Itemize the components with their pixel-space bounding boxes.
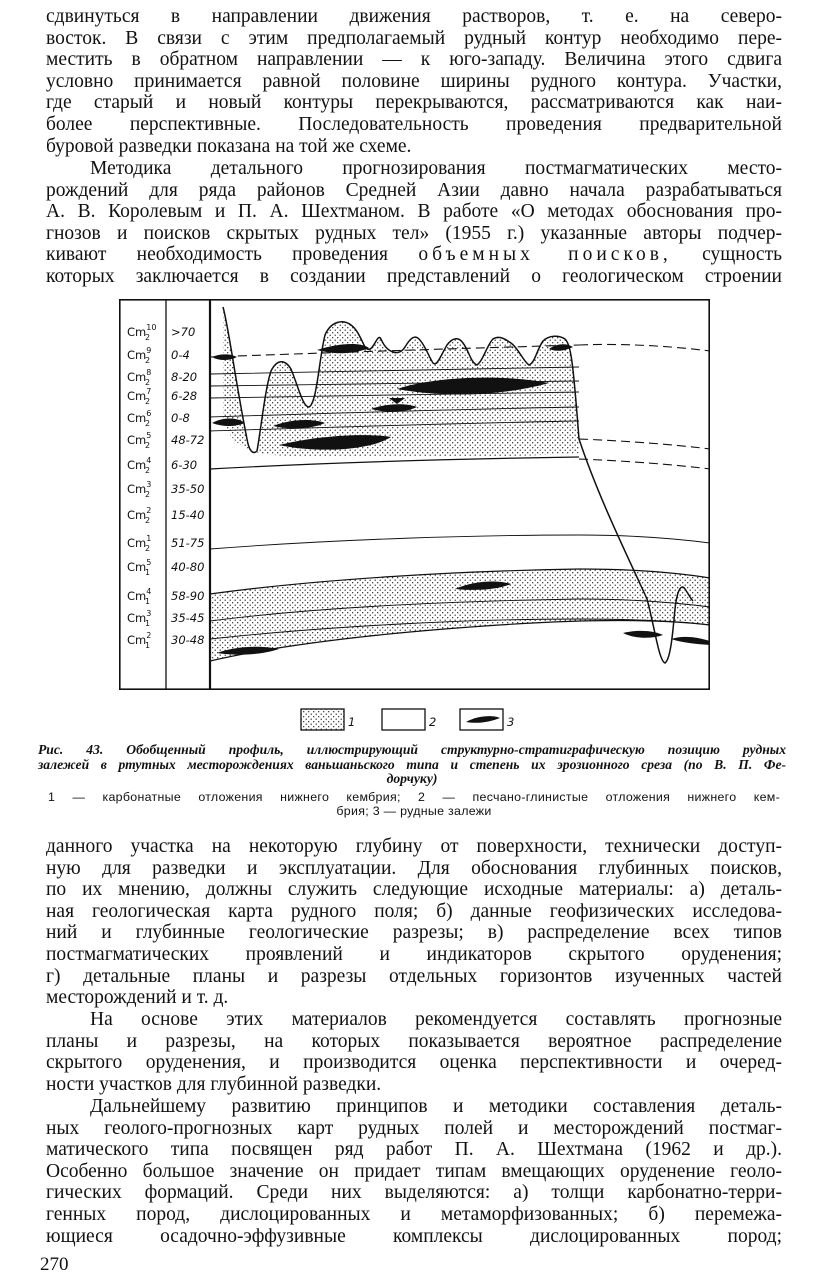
text-line: где старый и новый контуры перекрываются, рассматриваются как наи- (46, 92, 782, 114)
ore-body-icon (671, 637, 710, 645)
legend-label: 2 (429, 715, 437, 729)
stratum-thickness-label: 0-8 (171, 411, 190, 425)
text-line: данного участка на некоторую глубину от поверхности, технически доступ- (46, 836, 782, 857)
stratum-boundary (210, 457, 579, 469)
text-line: буровой разведки показана на той же схеме. (46, 135, 412, 157)
text-fragment: кивают необходимость проведения (46, 244, 389, 266)
text-line: рождений для ряда районов Средней Азии давно начала разрабатываться (46, 179, 782, 201)
stratum-boundary (579, 344, 710, 351)
text-line: г) детальные планы и разрезы отдельных горизонтов изученных частей (46, 965, 782, 987)
stratum-thickness-label: >70 (171, 325, 196, 339)
figure-legend (300, 708, 530, 732)
text-line: На основе этих материалов рекомендуется составлять прогнозные (90, 1009, 782, 1030)
paragraph-5 (46, 1096, 782, 1247)
text-line: ных геолого-прогнозных карт рудных полей и месторождений постмаг- (46, 1117, 782, 1139)
paragraph-4 (46, 1009, 782, 1095)
text-line: А. В. Королевым и П. А. Шехтманом. В работе «О методах обоснования про- (46, 201, 782, 223)
text-line: условно принимается равной половине ширины рудного контура. Участки, (46, 70, 782, 92)
text-line: планы и разрезы, на которых показывается вероятное распределение (46, 1030, 782, 1052)
stratum-unit-label: Cm$^9$ 2 (127, 346, 152, 365)
text-line: Дальнейшему развитию принципов и методики составления деталь- (90, 1096, 782, 1117)
legend-swatch-dotted (301, 709, 344, 730)
text-fragment: сущность (702, 244, 782, 266)
stratum-unit-label: Cm$^3$ 1 (127, 609, 152, 628)
text-line: Методика детального прогнозирования постмагматических место- (90, 158, 782, 179)
stratum-unit-label: Cm$^5$ 1 (127, 558, 152, 577)
top-paragraph (46, 6, 782, 157)
stratum-unit-label: Cm$^3$ 2 (127, 480, 152, 499)
stratum-thickness-label: 58-90 (171, 589, 205, 603)
text-line: более перспективные. Последовательность проведения предварительной (46, 113, 782, 135)
caption-line: Рис. 43. Обобщенный профиль, иллюстрирующий структурно-стратиграфическую позицию рудных (38, 742, 786, 757)
figure-caption (38, 743, 786, 787)
text-line: генных пород, дислоцированных и метаморфизованных; б) перемежа- (46, 1203, 782, 1225)
text-line-spaced (46, 244, 782, 266)
stratum-thickness-label: 6-30 (171, 458, 198, 472)
text-line: ная геологическая карта рудного поля; б) данные геофизических исследова- (46, 900, 782, 922)
stratum-thickness-label: 40-80 (171, 560, 205, 574)
stratum-boundary (210, 535, 710, 549)
text-line: сдвинуться в направлении движения растворов, т. е. на северо- (46, 6, 782, 27)
text-line: Особенно большое значение он придает типам вмещающих оруденение геоло- (46, 1160, 782, 1182)
stratum-unit-label: Cm$^2$ 2 (127, 506, 152, 525)
stratum-unit-label: Cm$^5$ 2 (127, 431, 152, 450)
text-line: гических формаций. Среди них выделяются: а) толщи карбонатно-терри- (46, 1182, 782, 1204)
text-line: постмагматических проявлений и индикаторов скрытого оруденения; (46, 943, 782, 965)
stratum-boundary (579, 439, 710, 449)
profile-section (210, 307, 710, 663)
legend-label: 1 (348, 715, 356, 729)
text-line: местить в обратном направлении — к юго-западу. Величина этого сдвига (46, 49, 782, 71)
spaced-emphasis: объемных поисков, (418, 244, 672, 266)
legend-line: 1 — карбонатные отложения нижнего кембрия; 2 — песчано-глинистые отложения нижнего кем- (48, 790, 780, 804)
stratum-thickness-label: 30-48 (171, 633, 205, 647)
stratum-thickness-label: 51-75 (171, 536, 205, 550)
stratum-unit-label: Cm$^4$ 2 (127, 456, 152, 475)
stratum-unit-label: Cm$^1$ 2 (127, 534, 152, 553)
thickness-column (171, 325, 204, 647)
legend-description (48, 791, 780, 818)
stratum-thickness-label: 35-45 (171, 611, 205, 625)
stratigraphic-unit-column (127, 323, 156, 650)
text-line: по их мнению, должны служить следующие исходные материалы: а) деталь- (46, 879, 782, 901)
stratum-boundary (579, 459, 710, 469)
text-line: ний и глубинные геологические разрезы; в) распределение всех типов (46, 922, 782, 944)
stratum-unit-label: Cm$^6$ 2 (127, 409, 152, 428)
text-line: матического типа посвящен ряд работ П. А. Шехтмана (1962 и др.). (46, 1139, 782, 1161)
stratum-unit-label: Cm$^4$ 1 (127, 587, 152, 606)
stratum-unit-label: Cm$^8$ 2 (127, 368, 152, 387)
ore-body-icon (623, 631, 663, 638)
text-line: ности участков для глубинной разведки. (46, 1073, 382, 1095)
stratum-unit-label: Cm$^{10}$ 2 (127, 323, 157, 342)
stratum-unit-label: Cm$^7$ 2 (127, 387, 152, 406)
text-line: восток. В связи с этим предполагаемый рудный контур необходимо пере- (46, 27, 782, 49)
stratum-thickness-label: 6-28 (171, 389, 198, 403)
text-line: скрытого оруденения, и производится оценка перспективности и очеред- (46, 1052, 782, 1074)
legend-swatch-blank (382, 709, 425, 730)
text-line: месторождений и т. д. (46, 987, 229, 1009)
stratum-thickness-label: 35-50 (171, 482, 205, 496)
legend-line: брия; 3 — рудные залежи (336, 803, 492, 818)
stratum-thickness-label: 48-72 (171, 433, 205, 447)
text-line: ную для разведки и эксплуатации. Для обоснования глубинных поисков, (46, 857, 782, 879)
second-paragraph (46, 158, 782, 288)
text-line: которых заключается в создании представлений о геологическом строении (46, 265, 782, 287)
stratum-thickness-label: 0-4 (171, 348, 190, 362)
caption-line: дорчуку) (386, 771, 438, 787)
geologic-profile-figure (119, 299, 710, 690)
page-number: 270 (40, 1254, 69, 1275)
text-line: ющиеся осадочно-эффузивные комплексы дислоцированных пород; (46, 1225, 782, 1247)
stratum-thickness-label: 15-40 (171, 508, 205, 522)
stratum-thickness-label: 8-20 (171, 370, 198, 384)
stratum-unit-label: Cm$^2$ 1 (127, 631, 152, 650)
caption-line: залежей в ртутных месторождениях ваньшаньского типа и степень их эрозионного среза (по В. П. Фе- (38, 756, 786, 772)
bottom-paragraph (46, 836, 782, 1009)
text-line: гнозов и поисков скрытых рудных тел» (1955 г.) указанные авторы подчер- (46, 222, 782, 244)
legend-label: 3 (507, 715, 515, 729)
